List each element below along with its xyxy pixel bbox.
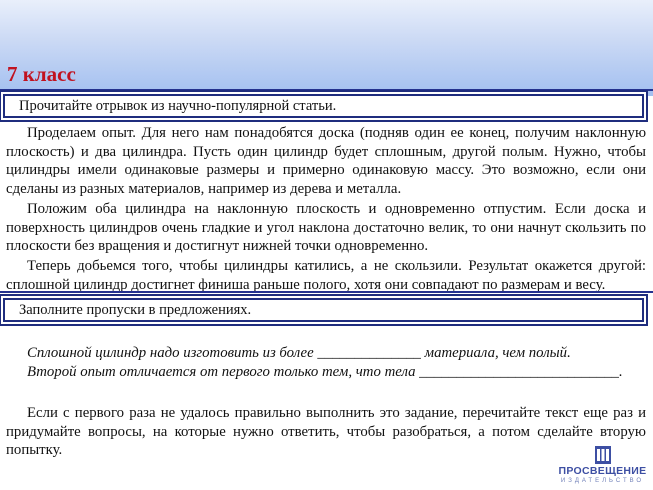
publisher-name: ПРОСВЕЩЕНИЕ [558,465,647,477]
article-paragraph-1: Проделаем опыт. Для него нам понадобятся доска (подняв один ее конец, получим наклонную плоскость) и два цилиндра. Пусть один цилиндр будет сплошным, другой полым. Нужно, чтобы цилиндры имели одинаковые размеры и примерно одинаковую массу. Это возможно, если они сделаны из разных материалов, например из дерева и металла. [6,125,646,197]
article-paragraph-3: Теперь добьемся того, чтобы цилиндры катились, а не скользили. Результат окажется другой: сплошной цилиндр достигнет финиша раньше полого, хотя они совпадают по размерам и весу. [6,258,646,293]
publisher-subtitle: ИЗДАТЕЛЬСТВО [560,478,645,484]
task2-instruction-box [3,298,644,322]
header-gradient [0,0,653,96]
task1-instruction-box [3,94,644,118]
fill-in-sentence-1: Сплошной цилиндр надо изготовить из более ______________ материала, чем полый. [27,345,571,361]
book-columns-logo-icon [595,446,611,464]
retry-hint-paragraph: Если с первого раза не удалось правильно выполнить это задание, перечитайте текст еще раз и придумайте вопросы, на которые нужно ответить, чтобы разобраться, а потом сделайте вторую попытку. [6,405,646,459]
fill-in-sentence-2: Второй опыт отличается от первого только тем, что тела ___________________________. [27,364,623,380]
task1-instruction: Прочитайте отрывок из научно-популярной статьи. [19,98,337,114]
publisher-logo [555,446,650,490]
task2-instruction: Заполните пропуски в предложениях. [19,302,252,318]
section-divider [0,291,653,293]
article-paragraph-2: Положим оба цилиндра на наклонную плоскость и одновременно отпустим. Если доска и поверхность цилиндров очень гладкие и угол наклона достаточно велик, то они начнут скользить по плоскости без вращения и достигнут нижней точки одновременно. [6,201,646,255]
header-divider [0,89,653,91]
grade-title: 7 класс [7,62,76,86]
